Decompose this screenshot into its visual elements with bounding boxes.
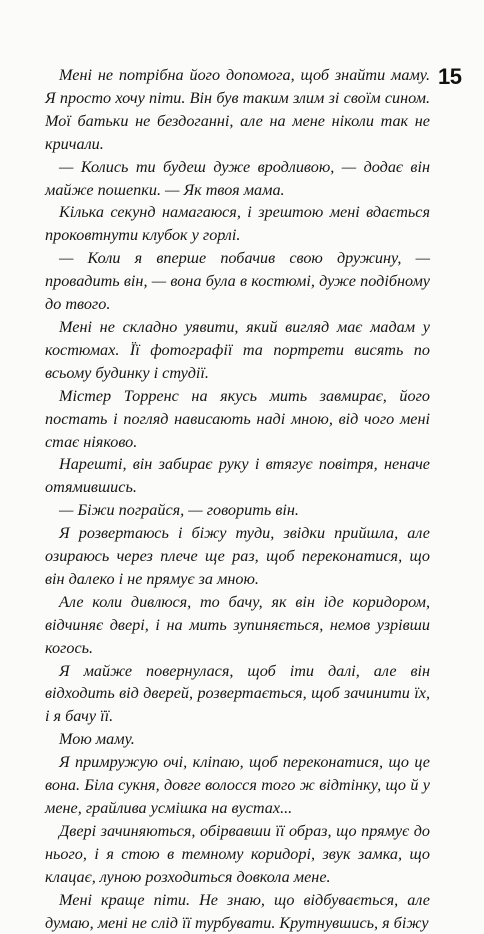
- paragraph: Кілька секунд намагаюся, і зрештою мені вдається проковтнути клубок у горлі.: [45, 203, 430, 245]
- paragraph: Мою маму.: [59, 730, 135, 749]
- paragraph: Нарешті, він забирає руку і втягує повітря, неначе отямившись.: [45, 455, 430, 497]
- paragraph: Я примружую очі, кліпаю, щоб переконатися, що це вона. Біла сукня, довге волосся того ж відтінку, що й у мене, грайлива усмішка на вустах...: [45, 753, 430, 817]
- paragraph: Мені краще піти. Не знаю, що відбувається, але думаю, мені не слід її турбувати. Крутнувшись, я біжу: [45, 890, 430, 932]
- paragraph: Містер Торренс на якусь мить завмирає, його постать і погляд нависають наді мною, від чого мені стає ніяково.: [45, 386, 430, 451]
- paragraph: Мені не складно уявити, який вигляд має мадам у костюмах. Її фотографії та портрети висять по всьому будинку і студії.: [45, 317, 430, 382]
- paragraph: — Колись ти будеш дуже вродливою, — додає він майже пошепки. — Як твоя мама.: [45, 157, 430, 199]
- paragraph: Я майже повернулася, щоб іти далі, але він відходить від дверей, розвертається, щоб зачинити їх, і я бачу її.: [45, 661, 430, 726]
- page-number: 15: [438, 64, 462, 89]
- paragraph: — Біжи пограйся, — говорить він.: [59, 501, 299, 520]
- paragraph: Але коли дивлюся, то бачу, як він іде коридором, відчиняє двері, і на мить зупиняється, немов узрівши когось.: [45, 592, 430, 657]
- body-text: [45, 64, 430, 934]
- paragraph: Я розвертаюсь і біжу туди, звідки прийшла, але озираюсь через плече ще раз, щоб переконатися, що він далеко і не прямує за мною.: [45, 524, 430, 588]
- paragraph: Мені не потрібна його допомога, щоб знайти маму. Я просто хочу піти. Він був таким злим зі своїм сином. Мої батьки не бездоганні, але на мене ніколи так не кричали.: [45, 66, 430, 153]
- paragraph: — Коли я вперше побачив свою дружину, — провадить він, — вона була в костюмі, дуже подібному до твого.: [45, 249, 430, 314]
- paragraph: Двері зачиняються, обірвавши її образ, що прямує до нього, і я стою в темному коридорі, звук замка, що клацає, луною розходиться довкола мене.: [45, 821, 430, 886]
